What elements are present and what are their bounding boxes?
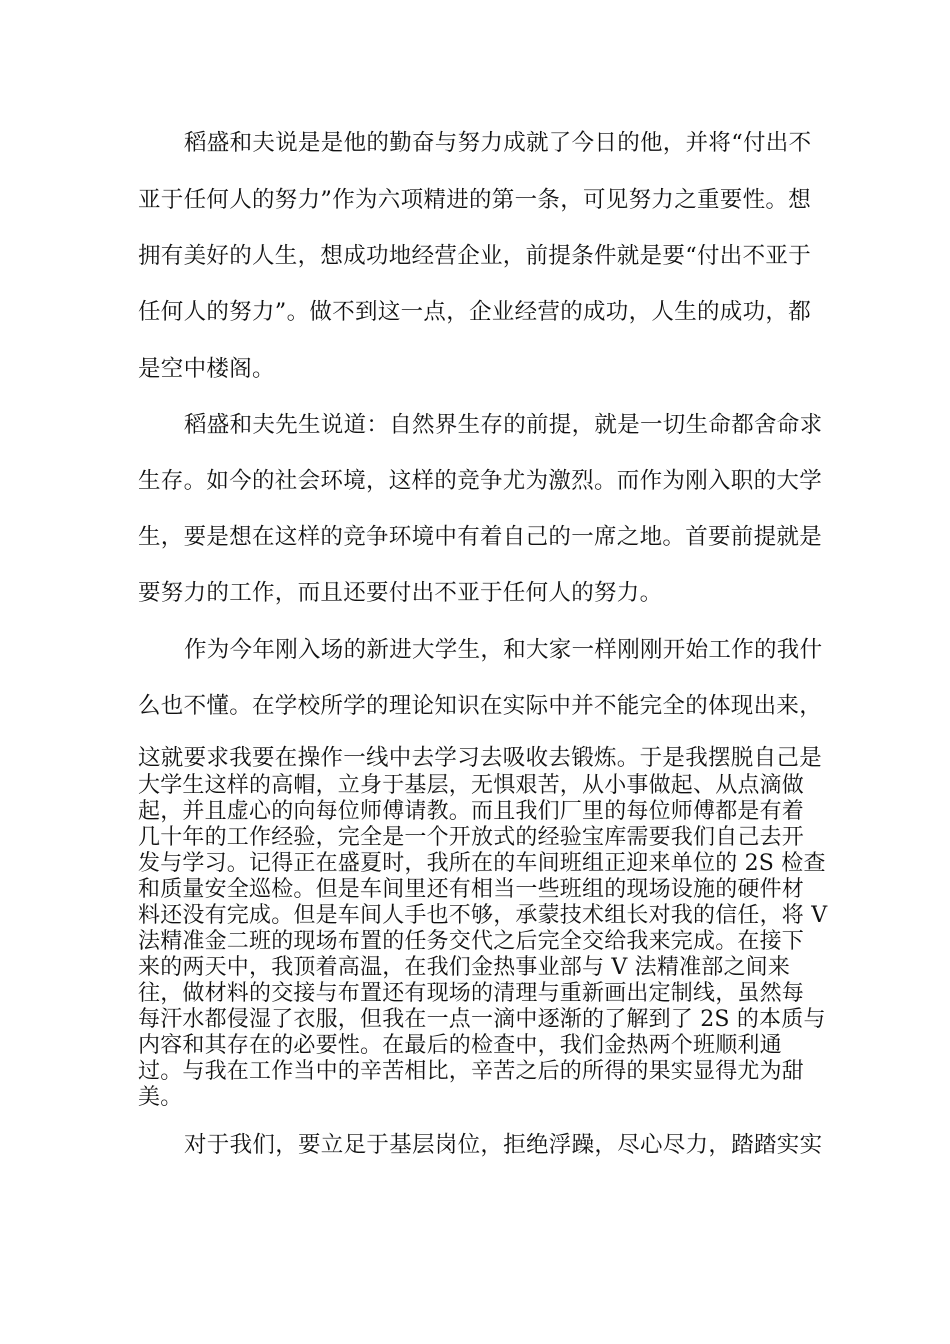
text-line: 发与学习。记得正在盛夏时，我所在的车间班组正迎来单位的 2S 检查	[138, 851, 826, 876]
text-line: 过。与我在工作当中的辛苦相比，辛苦之后的所得的果实显得尤为甜	[138, 1059, 805, 1084]
text-line: 拥有美好的人生，想成功地经营企业，前提条件就是要“付出不亚于	[138, 243, 812, 269]
text-line: 起，并且虚心的向每位师傅请教。而且我们厂里的每位师傅都是有着	[138, 799, 805, 824]
text-line: 亚于任何人的努力”作为六项精进的第一条，可见努力之重要性。想	[138, 187, 812, 213]
text-line: 生存。如今的社会环境，这样的竞争尤为激烈。而作为刚入职的大学	[138, 468, 823, 494]
text-line: 几十年的工作经验，完全是一个开放式的经验宝库需要我们自己去开	[138, 825, 805, 850]
text-line: 生，要是想在这样的竞争环境中有着自己的一席之地。首要前提就是	[138, 524, 823, 550]
text-line: 和质量安全巡检。但是车间里还有相当一些班组的现场设施的硬件材	[138, 877, 805, 902]
text-line: 往，做材料的交接与布置还有现场的清理与重新画出定制线，虽然每	[138, 981, 805, 1006]
text-line: 法精准金二班的现场布置的任务交代之后完全交给我来完成。在接下	[138, 929, 805, 954]
text-line: 么也不懂。在学校所学的理论知识在实际中并不能完全的体现出来，	[138, 693, 823, 719]
text-line: 稻盛和夫先生说道：自然界生存的前提，就是一切生命都舍命求	[184, 412, 823, 438]
text-line: 是空中楼阁。	[138, 356, 275, 382]
text-line: 美。	[138, 1085, 183, 1110]
text-line: 来的两天中，我顶着高温，在我们金热事业部与 V 法精准部之间来	[138, 955, 791, 980]
text-line: 这就要求我要在操作一线中去学习去吸收去锻炼。于是我摆脱自己是	[138, 745, 823, 771]
text-line: 对于我们，要立足于基层岗位，拒绝浮躁，尽心尽力，踏踏实实	[184, 1132, 823, 1158]
text-line: 要努力的工作，而且还要付出不亚于任何人的努力。	[138, 580, 663, 606]
text-line: 稻盛和夫说是是他的勤奋与努力成就了今日的他，并将“付出不	[184, 130, 812, 156]
text-line: 内容和其存在的必要性。在最后的检查中，我们金热两个班顺利通	[138, 1033, 782, 1058]
text-line: 作为今年刚入场的新进大学生，和大家一样刚刚开始工作的我什	[184, 637, 823, 663]
text-line: 大学生这样的高帽，立身于基层，无惧艰苦，从小事做起、从点滴做	[138, 773, 805, 798]
text-line: 任何人的努力”。做不到这一点，企业经营的成功，人生的成功，都	[138, 299, 812, 325]
text-line: 料还没有完成。但是车间人手也不够，承蒙技术组长对我的信任，将 V	[138, 903, 828, 928]
text-line: 每汗水都侵湿了衣服，但我在一点一滴中逐渐的了解到了 2S 的本质与	[138, 1007, 826, 1032]
